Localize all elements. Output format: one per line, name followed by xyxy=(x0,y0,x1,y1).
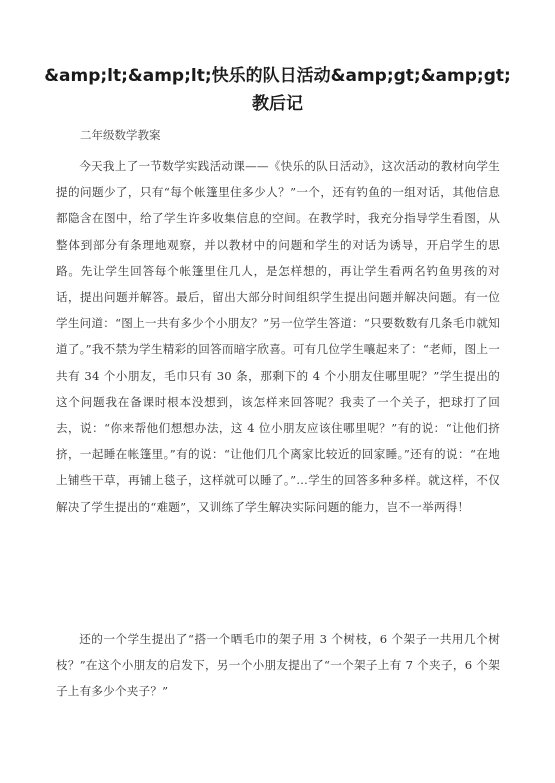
body-paragraph-2: 还的一个学生提出了“搭一个晒毛巾的架子用 3 个树枝，6 个架子一共用几个树枝？”在这个小朋友的启发下，另一个小朋友提出了“一个架子上有 7 个夹子，6 个架子上有多少个夹子？” xyxy=(56,632,500,699)
document-subtitle: 二年级数学教案 xyxy=(80,128,161,142)
body-paragraph-1: 今天我上了一节数学实践活动课——《快乐的队日活动》，这次活动的教材向学生提的问题少了，只有“每个帐篷里住多少人？”一个，还有钓鱼的一组对话，其他信息都隐含在图中，给了学生许多收集信息的空间。在教学时，我充分指导学生看图，从整体到部分有条理地观察，并以教材中的问题和学生的对话为诱导，开启学生的思路。先让学生回答每个帐篷里住几人，是怎样想的，再让学生看两名钓鱼男孩的对话，提出问题并解答。最后，留出大部分时间组织学生提出问题并解决问题。有一位学生问道：“图上一共有多少个小朋友？”另一位学生答道：“只要数数有几条毛巾就知道了。”我不禁为学生精彩的回答而暗字欣喜。可有几位学生嚷起来了：“老师，图上一共有 34 个小朋友，毛巾只有 30 条，那剩下的 4 个小朋友住哪里呢？”学生提出的这个问题我在备课时根本没想到，该怎样来回答呢？我卖了一个关子，把球打了回去，说：“你来帮他们想想办法，这 4 位小朋友应该住哪里呢？”有的说：“让他们挤挤，一起睡在帐篷里。”有的说：“让他们几个离家比较近的回家睡。”还有的说：“在地上铺些干草，再铺上毯子，这样就可以睡了。”…学生的回答多种多样。就这样，不仅解决了学生提出的“难题”，又训练了学生解决实际问题的能力，岂不一举两得！ xyxy=(56,159,500,514)
document-title: &amp;lt;&amp;lt;快乐的队日活动&amp;gt;&amp;gt;教后记 xyxy=(44,66,511,114)
